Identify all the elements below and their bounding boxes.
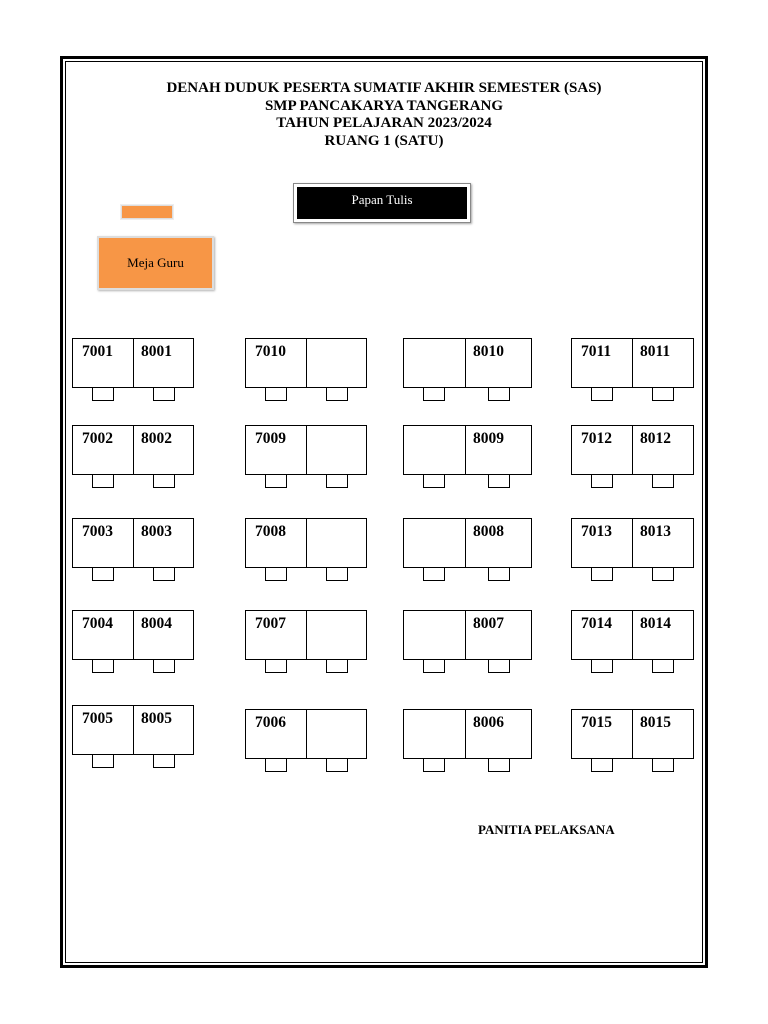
seat-number: 8013 — [640, 523, 671, 540]
desk-divider — [133, 426, 134, 474]
seat-number: 7005 — [82, 710, 113, 727]
seat-number: 8001 — [141, 343, 172, 360]
seat-number: 7013 — [581, 523, 612, 540]
seat-number: 8002 — [141, 430, 172, 447]
student-desk — [403, 610, 532, 660]
teacher-chair — [121, 205, 173, 219]
desk-divider — [632, 519, 633, 567]
title-line-1: DENAH DUDUK PESERTA SUMATIF AKHIR SEMESTER (SAS) — [166, 80, 602, 96]
desk-divider — [133, 339, 134, 387]
student-chair — [92, 753, 114, 768]
desk-divider — [632, 339, 633, 387]
desk-divider — [133, 519, 134, 567]
student-chair — [265, 386, 287, 401]
student-chair — [92, 566, 114, 581]
seat-number: 7007 — [255, 615, 286, 632]
student-chair — [423, 658, 445, 673]
desk-divider — [133, 706, 134, 754]
student-chair — [92, 473, 114, 488]
seat-number: 7014 — [581, 615, 612, 632]
desk-divider — [465, 519, 466, 567]
student-chair — [591, 566, 613, 581]
seat-number: 8005 — [141, 710, 172, 727]
student-desk — [72, 610, 194, 660]
seat-number: 7011 — [581, 343, 612, 360]
seat-number: 7012 — [581, 430, 612, 447]
student-desk — [571, 425, 694, 475]
desk-divider — [133, 611, 134, 659]
student-chair — [423, 757, 445, 772]
student-desk — [571, 338, 694, 388]
desk-divider — [306, 426, 307, 474]
title-line-2: SMP PANCAKARYA TANGERANG — [264, 97, 504, 114]
student-chair — [591, 757, 613, 772]
student-chair — [153, 473, 175, 488]
seat-number: 7015 — [581, 714, 612, 731]
desk-divider — [632, 710, 633, 758]
title-line-3: TAHUN PELAJARAN 2023/2024 — [276, 115, 492, 131]
student-chair — [265, 658, 287, 673]
desk-divider — [306, 611, 307, 659]
student-desk — [245, 425, 367, 475]
title-line-4: RUANG 1 (SATU) — [324, 132, 444, 149]
seat-number: 8012 — [640, 430, 671, 447]
desk-divider — [465, 339, 466, 387]
student-chair — [153, 386, 175, 401]
student-chair — [265, 566, 287, 581]
seat-number: 8010 — [473, 343, 504, 360]
seat-number: 7009 — [255, 430, 286, 447]
student-desk — [403, 518, 532, 568]
student-chair — [591, 658, 613, 673]
seat-number: 8007 — [473, 615, 504, 632]
seat-number: 8003 — [141, 523, 172, 540]
student-chair — [488, 566, 510, 581]
student-chair — [265, 473, 287, 488]
whiteboard — [293, 183, 471, 223]
student-chair — [652, 566, 674, 581]
student-chair — [423, 473, 445, 488]
student-desk — [72, 338, 194, 388]
seat-number: 7001 — [82, 343, 113, 360]
student-chair — [326, 658, 348, 673]
student-chair — [652, 658, 674, 673]
student-desk — [403, 425, 532, 475]
student-chair — [153, 566, 175, 581]
desk-divider — [632, 426, 633, 474]
student-desk — [72, 518, 194, 568]
seat-number: 8014 — [640, 615, 671, 632]
student-desk — [245, 338, 367, 388]
student-desk — [403, 338, 532, 388]
teacher-desk: Meja Guru — [97, 236, 214, 290]
student-chair — [423, 566, 445, 581]
student-chair — [591, 473, 613, 488]
student-chair — [153, 658, 175, 673]
student-chair — [153, 753, 175, 768]
student-desk — [245, 610, 367, 660]
student-chair — [92, 658, 114, 673]
desk-divider — [465, 710, 466, 758]
seat-number: 7010 — [255, 343, 286, 360]
student-chair — [652, 386, 674, 401]
student-chair — [488, 473, 510, 488]
student-desk — [72, 705, 194, 755]
student-chair — [488, 757, 510, 772]
seat-number: 8009 — [473, 430, 504, 447]
desk-divider — [465, 611, 466, 659]
student-chair — [591, 386, 613, 401]
student-chair — [92, 386, 114, 401]
student-chair — [265, 757, 287, 772]
student-desk — [245, 709, 367, 759]
desk-divider — [632, 611, 633, 659]
student-chair — [652, 473, 674, 488]
student-chair — [488, 658, 510, 673]
committee-signature: PANITIA PELAKSANA — [478, 822, 615, 837]
student-chair — [326, 566, 348, 581]
student-chair — [326, 386, 348, 401]
student-desk — [571, 610, 694, 660]
desk-divider — [306, 519, 307, 567]
whiteboard-label: Papan Tulis — [297, 187, 467, 219]
seat-number: 7008 — [255, 523, 286, 540]
document-title — [65, 80, 703, 150]
seat-number: 8011 — [640, 343, 671, 360]
student-desk — [403, 709, 532, 759]
seat-number: 8006 — [473, 714, 504, 731]
seat-number: 7002 — [82, 430, 113, 447]
student-desk — [571, 709, 694, 759]
seat-number: 8008 — [473, 523, 504, 540]
desk-divider — [465, 426, 466, 474]
desk-divider — [306, 339, 307, 387]
student-chair — [488, 386, 510, 401]
seat-number: 7003 — [82, 523, 113, 540]
seat-number: 8015 — [640, 714, 671, 731]
student-chair — [423, 386, 445, 401]
student-desk — [72, 425, 194, 475]
seat-number: 7004 — [82, 615, 113, 632]
student-desk — [571, 518, 694, 568]
student-chair — [652, 757, 674, 772]
student-desk — [245, 518, 367, 568]
desk-divider — [306, 710, 307, 758]
student-chair — [326, 757, 348, 772]
seat-number: 7006 — [255, 714, 286, 731]
student-chair — [326, 473, 348, 488]
seat-number: 8004 — [141, 615, 172, 632]
